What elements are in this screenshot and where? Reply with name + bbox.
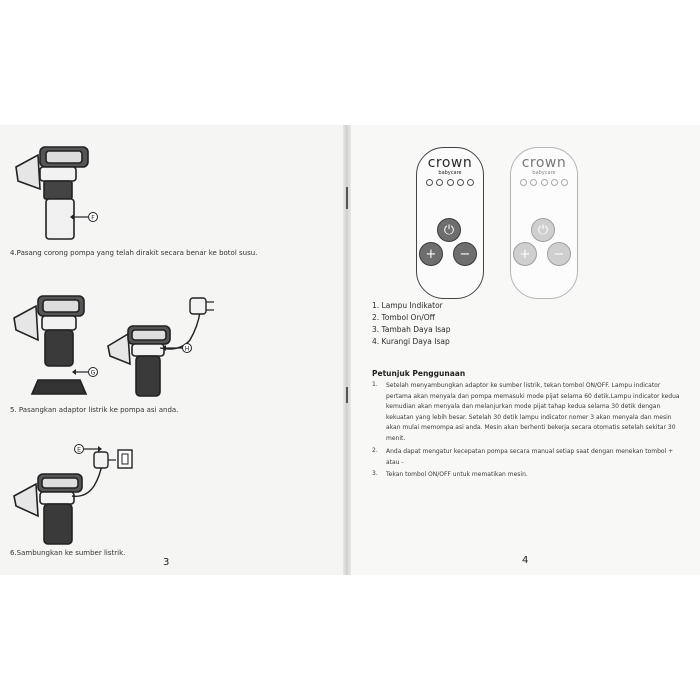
pump-socket-illustration: [10, 440, 140, 550]
step-number: 2.: [372, 447, 378, 454]
step-number: 3.: [372, 470, 378, 477]
marker-f: F: [91, 214, 95, 222]
pump-bottle-illustration: [10, 137, 120, 249]
step-text: Setelah menyambungkan adaptor ke sumber listrik, tekan tombol ON/OFF. Lampu indicator pertama akan menyala dan pompa memasuki mode pijat selama 60 detik.Lampu indicator kedua kemudian akan menyala dan melanjurkan mode pijat tahap kedua selama 30 detik dengan kekuatan yang lebih besar. Setelah 30 detik lampu indicator nomer 3 akan menyala dan mesin akan mulai memompa asi anda. Mesin akan berhenti bekerja secara otomatis setelah sekitar 30 menit.: [386, 382, 680, 442]
step4-caption: 4.Pasang corong pompa yang telah dirakit secara benar ke botol susu.: [10, 249, 258, 257]
page-number-left: 3: [163, 557, 170, 568]
indicator-light: [457, 179, 464, 186]
section-title: Petunjuk Penggunaan: [372, 369, 466, 378]
marker-h: H: [184, 345, 190, 353]
step-text: Tekan tombol ON/OFF untuk mematikan mesin.: [386, 471, 528, 478]
indicator-lights: [520, 179, 568, 186]
power-icon: ⏻: [437, 218, 461, 242]
list-item: 2. Tombol On/Off: [372, 313, 435, 322]
list-item: 1. Lampu Indikator: [372, 301, 443, 310]
indicator-light: [520, 179, 527, 186]
indicator-light: [436, 179, 443, 186]
indicator-light: [426, 179, 433, 186]
list-item: 4. Kurangi Daya Isap: [372, 337, 450, 346]
minus-icon: −: [547, 242, 571, 266]
marker-e: E: [77, 446, 81, 454]
step5-caption: 5. Pasangkan adaptor listrik ke pompa asi anda.: [10, 406, 179, 414]
remote-brand-sub: babycare: [532, 170, 556, 176]
remote-brand-logo: crown: [521, 155, 567, 171]
indicator-light: [530, 179, 537, 186]
remote-brand-logo: crown: [427, 155, 473, 171]
remote-control-dark: [416, 147, 484, 299]
gutter-mark: [346, 187, 348, 209]
plus-icon: +: [419, 242, 443, 266]
step6-caption: 6.Sambungkan ke sumber listrik.: [10, 549, 126, 557]
minus-icon: −: [453, 242, 477, 266]
pump-adaptor-illustration: [10, 290, 230, 405]
indicator-lights: [426, 179, 474, 186]
list-item: 3. Tambah Daya Isap: [372, 325, 451, 334]
plus-icon: +: [513, 242, 537, 266]
indicator-light: [467, 179, 474, 186]
indicator-light: [561, 179, 568, 186]
instruction-booklet: [0, 125, 700, 575]
step-text: Anda dapat mengatur kecepatan pompa secara manual setiap saat dengan menekan tombol + atau -: [386, 448, 674, 466]
page-number-right: 4: [522, 555, 529, 566]
step-number: 1.: [372, 381, 378, 388]
power-icon: ⏻: [531, 218, 555, 242]
indicator-light: [447, 179, 454, 186]
gutter-mark: [346, 387, 348, 403]
indicator-light: [551, 179, 558, 186]
remote-brand-sub: babycare: [438, 170, 462, 176]
remote-control-light: [510, 147, 578, 299]
indicator-light: [541, 179, 548, 186]
marker-g: G: [90, 369, 96, 377]
